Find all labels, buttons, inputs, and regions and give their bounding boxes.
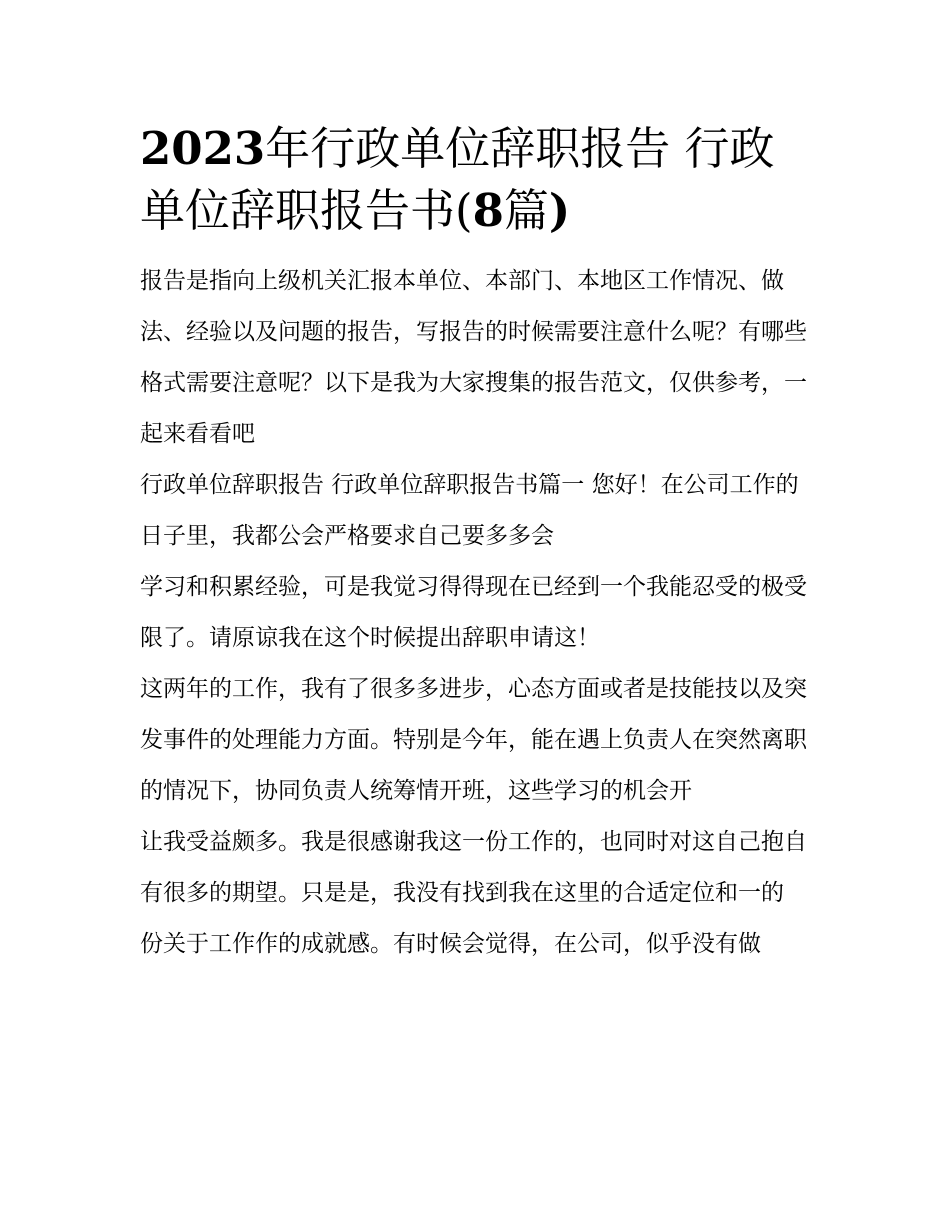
title-unit: 篇	[503, 184, 549, 237]
paragraph-progress: 这两年的工作，我有了很多多进步，心态方面或者是技能技以及突发事件的处理能力方面。特别是今年，能在遇上负责人在突然离职的情况下，协同负责人统筹情开班，这些学习的机会开	[140, 676, 807, 804]
paragraph-greeting: 行政单位辞职报告 行政单位辞职报告书篇一 您好！在公司工作的日子里，我都公会严格要求自己要多多会	[140, 472, 799, 549]
document-title	[140, 118, 812, 242]
paragraph-intro: 报告是指向上级机关汇报本单位、本部门、本地区工作情况、做法、经验以及问题的报告，写报告的时候需要注意什么呢？有哪些格式需要注意呢？以下是我为大家搜集的报告范文，仅供参考，一起来看看吧	[140, 268, 807, 447]
title-close-paren: )	[548, 184, 571, 237]
document-body	[140, 118, 812, 970]
title-text: 年行政单位辞职报告 行政单位辞职报告书(	[140, 122, 775, 237]
title-count: 8	[472, 184, 504, 237]
paragraph-gratitude: 让我受益颇多。我是很感谢我这一份工作的，也同时对这自己抱自有很多的期望。只是是，我没有找到我在这里的合适定位和一的	[140, 829, 807, 906]
paragraph-achievement: 份关于工作作的成就感。有时候会觉得，在公司，似乎没有做	[140, 931, 761, 957]
title-year: 2023	[140, 122, 266, 175]
paragraph-experience: 学习和积累经验，可是我觉习得得现在已经到一个我能忍受的极受限了。请原谅我在这个时候提出辞职申请这！	[140, 574, 807, 651]
